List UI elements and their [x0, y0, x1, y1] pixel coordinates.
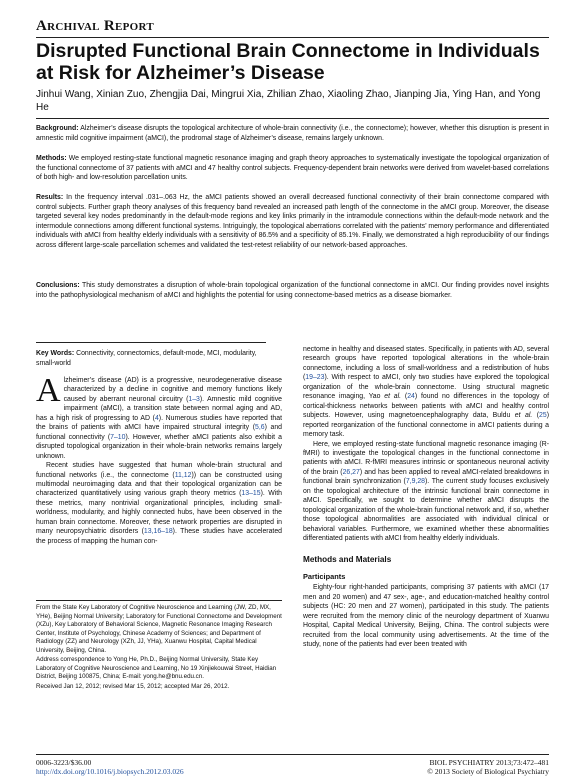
conclusions-label: Conclusions:: [36, 282, 80, 289]
citation-link[interactable]: 13–15: [241, 490, 261, 498]
received-dates: Received Jan 12, 2012; revised Mar 15, 2012; accepted Mar 26, 2012.: [36, 682, 230, 690]
citation-link[interactable]: 4: [154, 414, 159, 422]
affiliation-from: From the State Key Laboratory of Cognitive Neuroscience and Learning (JW, ZD, MX, YHe), Beijing Normal University; Laboratory for Functional Connectome and Development (XZu), Key Laboratory of Behavioral Science, Magnetic Resonance Imaging Research Center, Institute of Psychology, Chinese Academy of Sciences; and Department of Radiology (ZZ) and Neurology (XZh, JJ, YHa), Xuanwu Hospital, Capital Medical University, Beijing, China.: [36, 604, 282, 654]
abstract-top-rule: [36, 118, 549, 119]
results-label: Results:: [36, 194, 64, 201]
citation-link[interactable]: 19–23: [305, 374, 325, 382]
citation-link[interactable]: 11,12: [174, 471, 192, 479]
journal-citation: BIOL PSYCHIATRY 2013;73:472–481: [429, 758, 549, 767]
abstract-results: [36, 193, 549, 251]
keywords-text: Connectivity, connectomics, default-mode, MCI, modularity, small-world: [36, 350, 257, 367]
participants-paragraph: Eighty-four right-handed participants, comprising 37 patients with aMCI (17 men and 20 women) and 47 sex-, age-, and education-matched healthy control subjects (HC: 20 men and 27 women), participated in this study. The patients were recruited from the memory clinic of the neurology department of Xuanwu Hospital, Capital Medical University, Beijing, China. The control subjects were recruited from the local community using advertisements. At the time of the study, none of the patients had ever been treated with: [303, 584, 549, 649]
drop-cap: A: [36, 372, 61, 409]
results-text: In the frequency interval .031–.063 Hz, the aMCI patients showed an overall decreased functional connectivity of their brain connectome compared with control subjects. Further graph theory analyses of this frequency band revealed an increased path length of the connectome in the aMCI group. Moreover, the disease targeted several key nodes predominantly in the default-mode regions and key links primarily in the intramodule connections within the default-mode network and the intermodule connections among different functional systems. Intriguingly, the topological aberrations correlated with the patients’ memory performance and differentiated individuals with aMCI from healthy elderly individuals with a sensitivity of 86.5% and a specificity of 85.1%. Finally, we demonstrated a high reproducibility of our findings across different large-scale parcellation schemes and validated the test-retest reliability of our network-based approaches.: [36, 194, 549, 249]
conclusions-text: This study demonstrates a disruption of whole-brain topological organization of the functional connectome in aMCI. Our finding provides novel insights into the pathophysiological mechanism of aMCI and highlights the potential for using connectome-based metrics as a disease biomarker.: [36, 282, 549, 299]
abstract-methods: [36, 154, 549, 183]
methods-text: We employed resting-state functional magnetic resonance imaging and graph theory approaches to systematically investigate the topological organization of the functional connectome of 37 patients with aMCI and 47 healthy control subjects. Frequency-dependent brain networks were derived from wavelet-based correlations of both high- and low-resolution parcellation units.: [36, 155, 549, 182]
methods-heading: Methods and Materials: [303, 554, 392, 564]
body-left-column: [36, 372, 282, 546]
citation-link[interactable]: 5,6: [255, 424, 265, 432]
citation-link[interactable]: 7–10: [110, 433, 126, 441]
background-text: Alzheimer’s disease disrupts the topological architecture of whole-brain connectivity (i.e., the connectome); however, whether this disruption is present in amnestic mild cognitive impairment (aMCI), the prodromal stage of Alzheimer’s disease, remains largely unknown.: [36, 125, 549, 142]
title-rule: [36, 37, 549, 38]
affiliation-rule: [36, 600, 282, 601]
issn-price: 0006-3223/$36.00: [36, 758, 92, 767]
article-title: Disrupted Functional Brain Connectome in Individuals at Risk for Alzheimer’s Disease: [36, 40, 540, 84]
body-right-column: [303, 345, 549, 650]
abstract-background: [36, 124, 549, 143]
footer-rule: [36, 754, 549, 755]
intro-paragraph-2: Recent studies have suggested that human whole-brain structural and functional networks (i.e., the connectome (11,12)) can be constructed using multimodal neuroimaging data and that their topological organization can be characterized quantitatively using various graph theory metrics (13–15). With these metrics, many nontrivial organizational principles, including small-worldness, modularity, and highly connected hubs, have been observed in the human brain connectome. Moreover, these network properties are disrupted in many neuropsychiatric disorders (13,16–18). These studies have accelerated the process of mapping the human con-: [36, 462, 282, 545]
footer-left: [36, 758, 184, 776]
copyright: © 2013 Society of Biological Psychiatry: [427, 767, 549, 776]
intro-paragraph-1: Alzheimer’s disease (AD) is a progressive, neurodegenerative disease characterized by a decline in cognitive and memory functions likely caused by aberrant neuronal circuitry (1–3). Amnestic mild cognitive impairment (aMCI), a transition state between normal aging and AD, has a high risk of progressing to AD (4). Numerous studies have reported that the brains of patients with aMCI have impaired structural integrity (5,6) and functional connectivity (7–10). However, whether aMCI patients also exhibit a disrupted topological organization in their whole-brain networks remains largely unknown.: [36, 372, 282, 460]
keywords: [36, 349, 266, 368]
section-label: Archival Report: [36, 18, 154, 34]
keywords-label: Key Words:: [36, 350, 75, 357]
citation-link[interactable]: 24: [407, 393, 415, 401]
citation-link[interactable]: 7,9,28: [405, 478, 425, 486]
author-list: Jinhui Wang, Xinian Zuo, Zhengjia Dai, Mingrui Xia, Zhilian Zhao, Xiaoling Zhao, Jianping Jia, Ying Han, and Yong He: [36, 89, 541, 113]
methods-label: Methods:: [36, 155, 67, 162]
citation-link[interactable]: 25: [539, 412, 547, 420]
citation-link[interactable]: 26,27: [342, 468, 360, 476]
keywords-rule: [36, 342, 266, 343]
citation-link[interactable]: 1–3: [188, 395, 200, 403]
citation-link[interactable]: 13,16–18: [143, 528, 173, 536]
correspondence-address: Address correspondence to Yong He, Ph.D., Beijing Normal University, State Key Laboratory of Cognitive Neuroscience and Learning, No 19 Xinjiekouwai Street, Haidian District, Beijing 100875, China; E-mail: yong.he@bnu.edu.cn.: [36, 656, 277, 680]
footer-right: [427, 758, 549, 776]
abstract-conclusions: [36, 281, 549, 300]
doi-link[interactable]: http://dx.doi.org/10.1016/j.biopsych.2012.03.026: [36, 767, 184, 776]
affiliations: [36, 604, 282, 692]
intro-paragraph-3: nectome in healthy and diseased states. Specifically, in patients with AD, several research groups have reported topological alterations in the whole-brain connectome, including a loss of small-worldness and a redistribution of hubs (19–23). With respect to aMCI, only two studies have explored the topological organization of the whole-brain connectome. Using structural magnetic resonance imaging, Yao et al. (24) found no differences in the topology of cortical-thickness networks between patients with aMCI and healthy control subjects. However, using magnetoencephalography data, Buldu et al. (25) reported reorganization of the functional connectome in aMCI patients during a memory task.: [303, 346, 549, 439]
intro-paragraph-4: Here, we employed resting-state functional magnetic resonance imaging (R-fMRI) to investigate the topological changes in the functional connectome in patients with aMCI. R-fMRI measures intrinsic or spontaneous neuronal activity of the brain (26,27) and has been applied to reveal aMCI-related breakdowns in functional brain synchronization (7,9,28). The current study focuses exclusively on the topological architecture of the intrinsic functional brain connectome in aMCI. Specifically, we sought to determine whether aMCI disrupts the topological organization of the whole-brain functional network and, if so, whether those topological abnormalities are associated with individual clinical or behavioral variables. Furthermore, we examined whether these abnormalities differentiated patients with aMCI from healthy elderly individuals.: [303, 440, 550, 543]
participants-heading: Participants: [303, 571, 346, 581]
background-label: Background:: [36, 125, 79, 132]
